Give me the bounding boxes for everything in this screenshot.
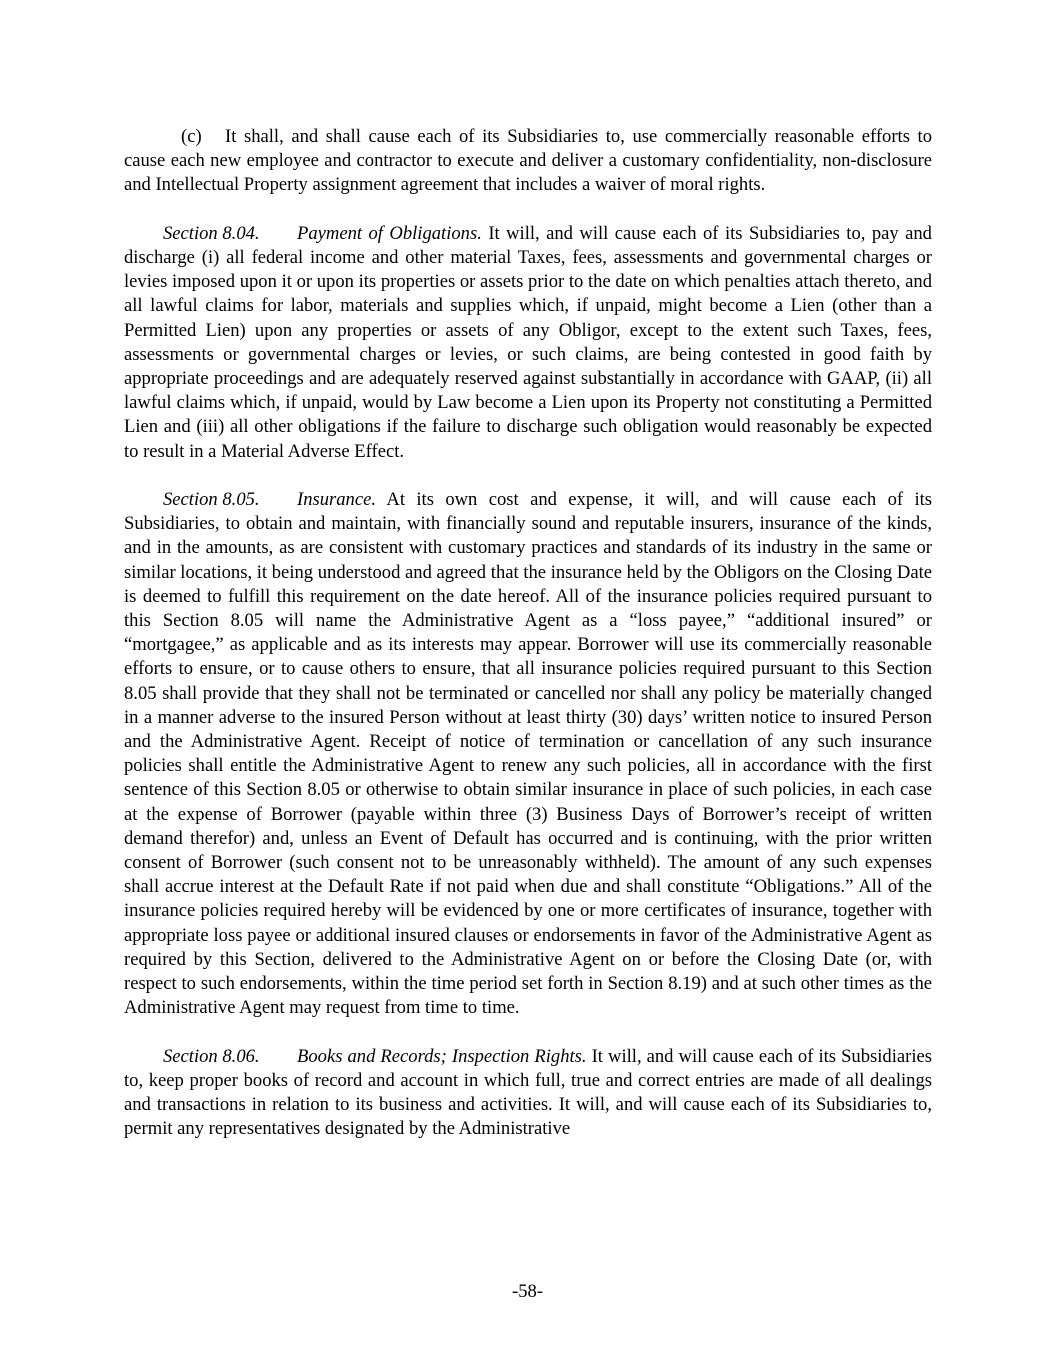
section-text: It will, and will cause each of its Subsidiaries to, keep proper books of record and account in which full, true and correct entries are made of all dealings and transactions in relation to its business and activities. It will, and will cause each of its Subsidiaries to, permit any representatives designated by the Administrative <box>124 1045 932 1140</box>
section-text: At its own cost and expense, it will, and will cause each of its Subsidiaries, to obtain and maintain, with financially sound and reputable insurers, insurance of the kinds, and in the amounts, as are consistent with customary practices and standards of its industry in the same or similar locations, it being understood and agreed that the insurance held by the Obligors on the Closing Date is deemed to fulfill this requirement on the date hereof. All of the insurance policies required pursuant to this Section 8.05 will name the Administrative Agent as a “loss payee,” “additional insured” or “mortgagee,” as applicable and as its interests may appear. Borrower will use its commercially reasonable efforts to ensure, or to cause others to ensure, that all insurance policies required pursuant to this Section 8.05 shall provide that they shall not be terminated or cancelled nor shall any policy be materially changed in a manner adverse to the insured Person without at least thirty (30) days’ written notice to insured Person and the Administrative Agent. Receipt of notice of termination or cancellation of any such insurance policies shall entitle the Administrative Agent to renew any such policies, all in accordance with the first sentence of this Section 8.05 or otherwise to obtain similar insurance in place of such policies, in each case at the expense of Borrower (payable within three (3) Business Days of Borrower’s receipt of written demand therefor) and, unless an Event of Default has occurred and is continuing, with the prior written consent of Borrower (such consent not to be unreasonably withheld). The amount of any such expenses shall accrue interest at the Default Rate if not paid when due and shall constitute “Obligations.” All of the insurance policies required hereby will be evidenced by one or more certificates of insurance, together with appropriate loss payee or additional insured clauses or endorsements in favor of the Administrative Agent as required by this Section, delivered to the Administrative Agent on or before the Closing Date (or, with respect to such endorsements, within the time period set forth in Section 8.19) and at such other times as the Administrative Agent may request from time to time. <box>124 489 933 1019</box>
paragraph-label: (c) <box>181 126 202 147</box>
section-title: Payment of Obligations. <box>297 222 482 244</box>
section-number: Section 8.06. <box>163 1045 260 1067</box>
page-number: -58- <box>512 1281 543 1302</box>
section-8-06 <box>124 1045 932 1142</box>
section-title: Books and Records; Inspection Rights. <box>297 1045 587 1067</box>
section-number: Section 8.05. <box>163 489 260 511</box>
section-title: Insurance. <box>297 489 377 511</box>
section-number: Section 8.04. <box>163 222 260 244</box>
section-text: It will, and will cause each of its Subsidiaries to, pay and discharge (i) all federal income and other material Taxes, fees, assessments and governmental charges or levies imposed upon it or upon its properties or assets prior to the date on which penalties attach thereto, and all lawful claims for labor, materials and supplies which, if unpaid, might become a Lien (other than a Permitted Lien) upon any properties or assets of any Obligor, except to the extent such Taxes, fees, assessments or governmental charges or levies, or such claims, are being contested in good faith by appropriate proceedings and are adequately reserved against substantially in accordance with GAAP, (ii) all lawful claims which, if unpaid, would by Law become a Lien upon its Property not constituting a Permitted Lien and (iii) all other obligations if the failure to discharge such obligation would reasonably be expected to result in a Material Adverse Effect. <box>124 222 932 462</box>
paragraph-c <box>124 125 932 198</box>
section-8-05 <box>124 488 932 1020</box>
section-8-04 <box>124 222 932 464</box>
document-page <box>124 125 932 1166</box>
paragraph-text: It shall, and shall cause each of its Subsidiaries to, use commercially reasonable efforts to cause each new employee and contractor to execute and deliver a customary confidentiality, non-disclosure and Intellectual Property assignment agreement that includes a waiver of moral rights. <box>124 126 932 196</box>
